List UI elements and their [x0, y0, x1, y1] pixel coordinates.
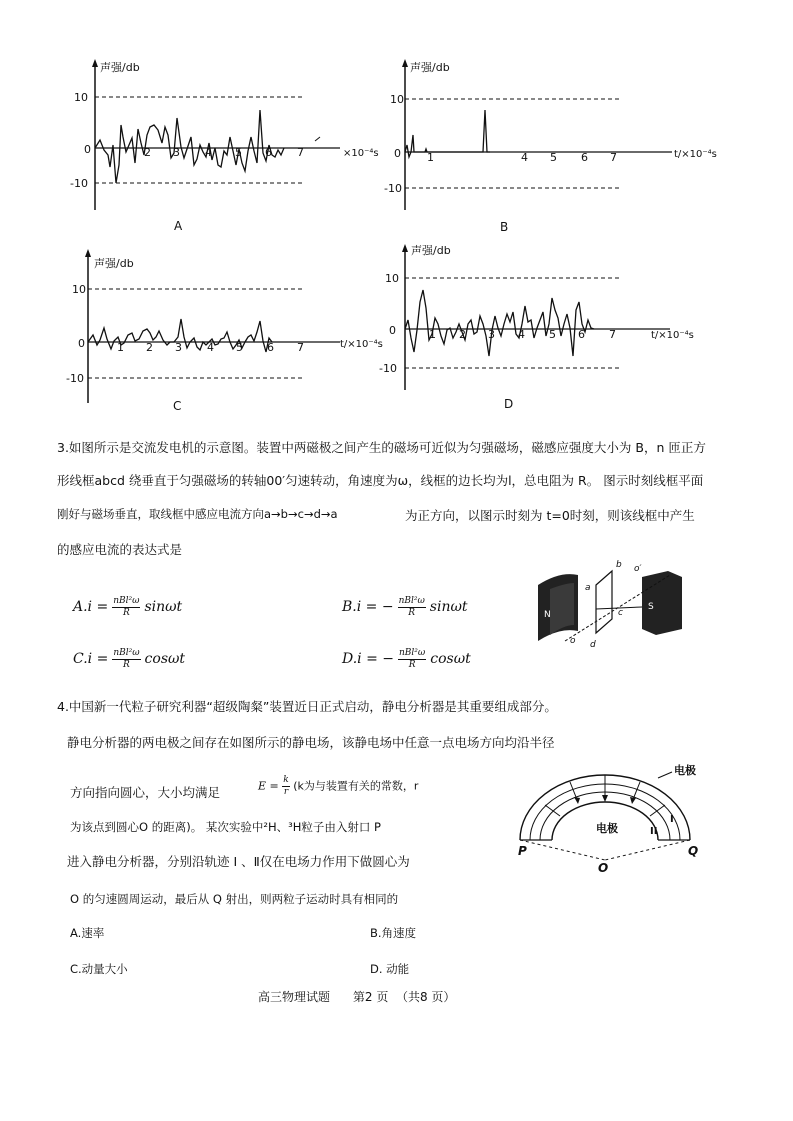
label-d: d — [590, 640, 596, 650]
q4-line6: O 的匀速圆周运动，最后从 Q 射出，则两粒子运动时具有相同的 — [70, 892, 399, 906]
label-q: Q — [688, 844, 699, 858]
q4-option-b[interactable]: B.角速度 — [370, 926, 417, 940]
y-axis-label: 声强/db — [94, 257, 134, 270]
fraction: $\frac{\text{nBl²ω}}{R}$ — [398, 596, 425, 618]
q4-line4: 为该点到圆心O 的距离)。 某次实验中²H、³H粒子由入射口 P — [70, 820, 381, 834]
tick-0: 0 — [78, 337, 85, 350]
tick-10: 10 — [72, 283, 86, 296]
tick-10: 10 — [74, 91, 88, 104]
page-footer: 高三物理试题 第2 页 （共8 页） — [258, 990, 456, 1004]
q3-line3b: 为正方向，以图示时刻为 t=0时刻，则该线框中产生 — [405, 508, 695, 523]
option-label: D.i = − — [342, 651, 395, 667]
label-p: P — [518, 844, 527, 858]
y-axis-label: 声强/db — [100, 61, 140, 74]
q4-option-c[interactable]: C.动量大小 — [70, 962, 128, 976]
fraction: $\frac{\text{nBl²ω}}{R}$ — [113, 648, 140, 670]
q3-line3a: 刚好与磁场垂直，取线框中感应电流方向a→b→c→d→a — [57, 507, 338, 521]
waveform — [95, 110, 284, 183]
trig-term: cosωt — [144, 651, 186, 667]
magnet-n-label: N — [544, 610, 551, 620]
chart-label-c: C — [173, 399, 182, 413]
x-tick-6: 6 — [578, 328, 585, 341]
label-i: I — [670, 814, 674, 825]
x-tick-1: 1 — [117, 341, 124, 354]
y-axis-label: 声强/db — [410, 61, 450, 74]
x-tick-3: 3 — [175, 341, 182, 354]
x-tick-6: 6 — [581, 151, 588, 164]
label-electrode-inner: 电极 — [596, 822, 618, 835]
x-tick-7: 7 — [297, 146, 304, 159]
fraction: $\frac{\text{nBl²ω}}{R}$ — [399, 648, 426, 670]
x-tick-2: 2 — [146, 341, 153, 354]
x-tick-5: 5 — [235, 146, 242, 159]
y-axis-label: 声强/db — [411, 244, 451, 257]
chart-c — [60, 245, 390, 420]
q4-option-a[interactable]: A.速率 — [70, 926, 105, 940]
label-ii: II — [650, 826, 658, 837]
q3-option-a[interactable] — [73, 596, 182, 619]
x-tick-7: 7 — [610, 151, 617, 164]
q4-formula — [258, 775, 418, 798]
x-tick-3: 3 — [488, 328, 495, 341]
analyzer-figure — [510, 760, 710, 875]
x-tick-1: 1 — [429, 328, 436, 341]
q4-line1: 4.中国新一代粒子研究利器“超级陶粲”装置近日正式启动，静电分析器是其重要组成部分。 — [57, 699, 557, 714]
x-tick-2: 2 — [144, 146, 151, 159]
option-label: A.i = — [73, 599, 109, 615]
trig-term: cosωt — [430, 651, 471, 667]
q4-line3a: 方向指向圆心，大小均满足 — [70, 785, 221, 800]
option-label: B.i = − — [342, 599, 394, 615]
q3-line2: 形线框abcd 绕垂直于匀强磁场的转轴00′匀速转动，角速度为ω，线框的边长均为l，总电阻为 R。 图示时刻线框平面 — [57, 473, 704, 488]
chart-a — [60, 55, 380, 235]
x-tick-7: 7 — [609, 328, 616, 341]
label-electrode-outer: 电极 — [674, 764, 696, 777]
x-tick-6: 6 — [265, 146, 272, 159]
chart-label-a: A — [174, 219, 183, 233]
q3-option-d[interactable] — [342, 648, 471, 671]
chart-label-b: B — [500, 220, 509, 234]
x-tick-7: 7 — [297, 341, 304, 354]
x-tick-4: 4 — [518, 328, 525, 341]
label-o: o — [570, 636, 576, 646]
label-o: O — [598, 861, 609, 875]
trig-term: sinωt — [144, 599, 183, 615]
x-tick-5: 5 — [549, 328, 556, 341]
option-label: C.i = — [73, 651, 109, 667]
waveform — [405, 110, 490, 157]
q3-line4: 的感应电流的表达式是 — [57, 542, 183, 557]
q4-line2: 静电分析器的两电极之间存在如图所示的静电场，该静电场中任意一点电场方向均沿半径 — [67, 735, 555, 750]
trig-term: sinωt — [429, 599, 468, 615]
formula-fraction: $\frac{k}{r}$ — [283, 775, 289, 797]
x-tick-5: 5 — [550, 151, 557, 164]
x-tick-4: 4 — [207, 341, 214, 354]
x-axis-label: t/×10⁻⁴s — [651, 330, 694, 341]
label-c: c — [618, 608, 623, 618]
x-tick-6: 6 — [267, 341, 274, 354]
tick-0: 0 — [389, 324, 396, 337]
x-tick-2: 2 — [459, 328, 466, 341]
x-axis-label: t/×10⁻⁴s — [340, 339, 383, 350]
tick-neg10: -10 — [384, 182, 402, 195]
chart-b — [380, 55, 717, 240]
formula-note: (k为与装置有关的常数，r — [293, 779, 419, 793]
x-tick-4: 4 — [521, 151, 528, 164]
fraction: $\frac{\text{nBl²ω}}{R}$ — [113, 596, 140, 618]
x-tick-3: 3 — [173, 146, 180, 159]
label-b: b — [616, 560, 622, 570]
q4-line5: 进入静电分析器，分别沿轨迹 Ⅰ 、Ⅱ仅在电场力作用下做圆心为 — [67, 854, 410, 869]
x-tick-4: 4 — [205, 146, 212, 159]
tick-0: 0 — [394, 147, 401, 160]
q4-option-d[interactable]: D. 动能 — [370, 962, 410, 976]
tick-10: 10 — [385, 272, 399, 285]
formula-lhs: E = — [258, 779, 279, 793]
label-o-prime: o′ — [634, 564, 642, 574]
chart-label-d: D — [504, 397, 514, 411]
q3-option-b[interactable] — [342, 596, 468, 619]
tick-0: 0 — [84, 143, 91, 156]
x-tick-5: 5 — [236, 341, 243, 354]
tick-neg10: -10 — [379, 362, 397, 375]
tick-10: 10 — [390, 93, 404, 106]
waveform — [405, 290, 594, 356]
coil-frame — [596, 571, 612, 633]
q3-line1: 3.如图所示是交流发电机的示意图。装置中两磁极之间产生的磁场可近似为匀强磁场，磁感应强度大小为 B，n 匝正方 — [57, 440, 706, 455]
generator-figure — [530, 555, 710, 655]
magnet-s-label: S — [648, 602, 654, 612]
x-axis-label: t/×10⁻⁴s — [674, 149, 717, 160]
chart-d — [375, 240, 705, 420]
x-axis-label: ×10⁻⁴s — [343, 148, 379, 159]
label-a: a — [585, 583, 591, 593]
tick-neg10: -10 — [66, 372, 84, 385]
q3-option-c[interactable] — [73, 648, 185, 671]
tick-neg10: -10 — [70, 177, 88, 190]
x-tick-1: 1 — [427, 151, 434, 164]
